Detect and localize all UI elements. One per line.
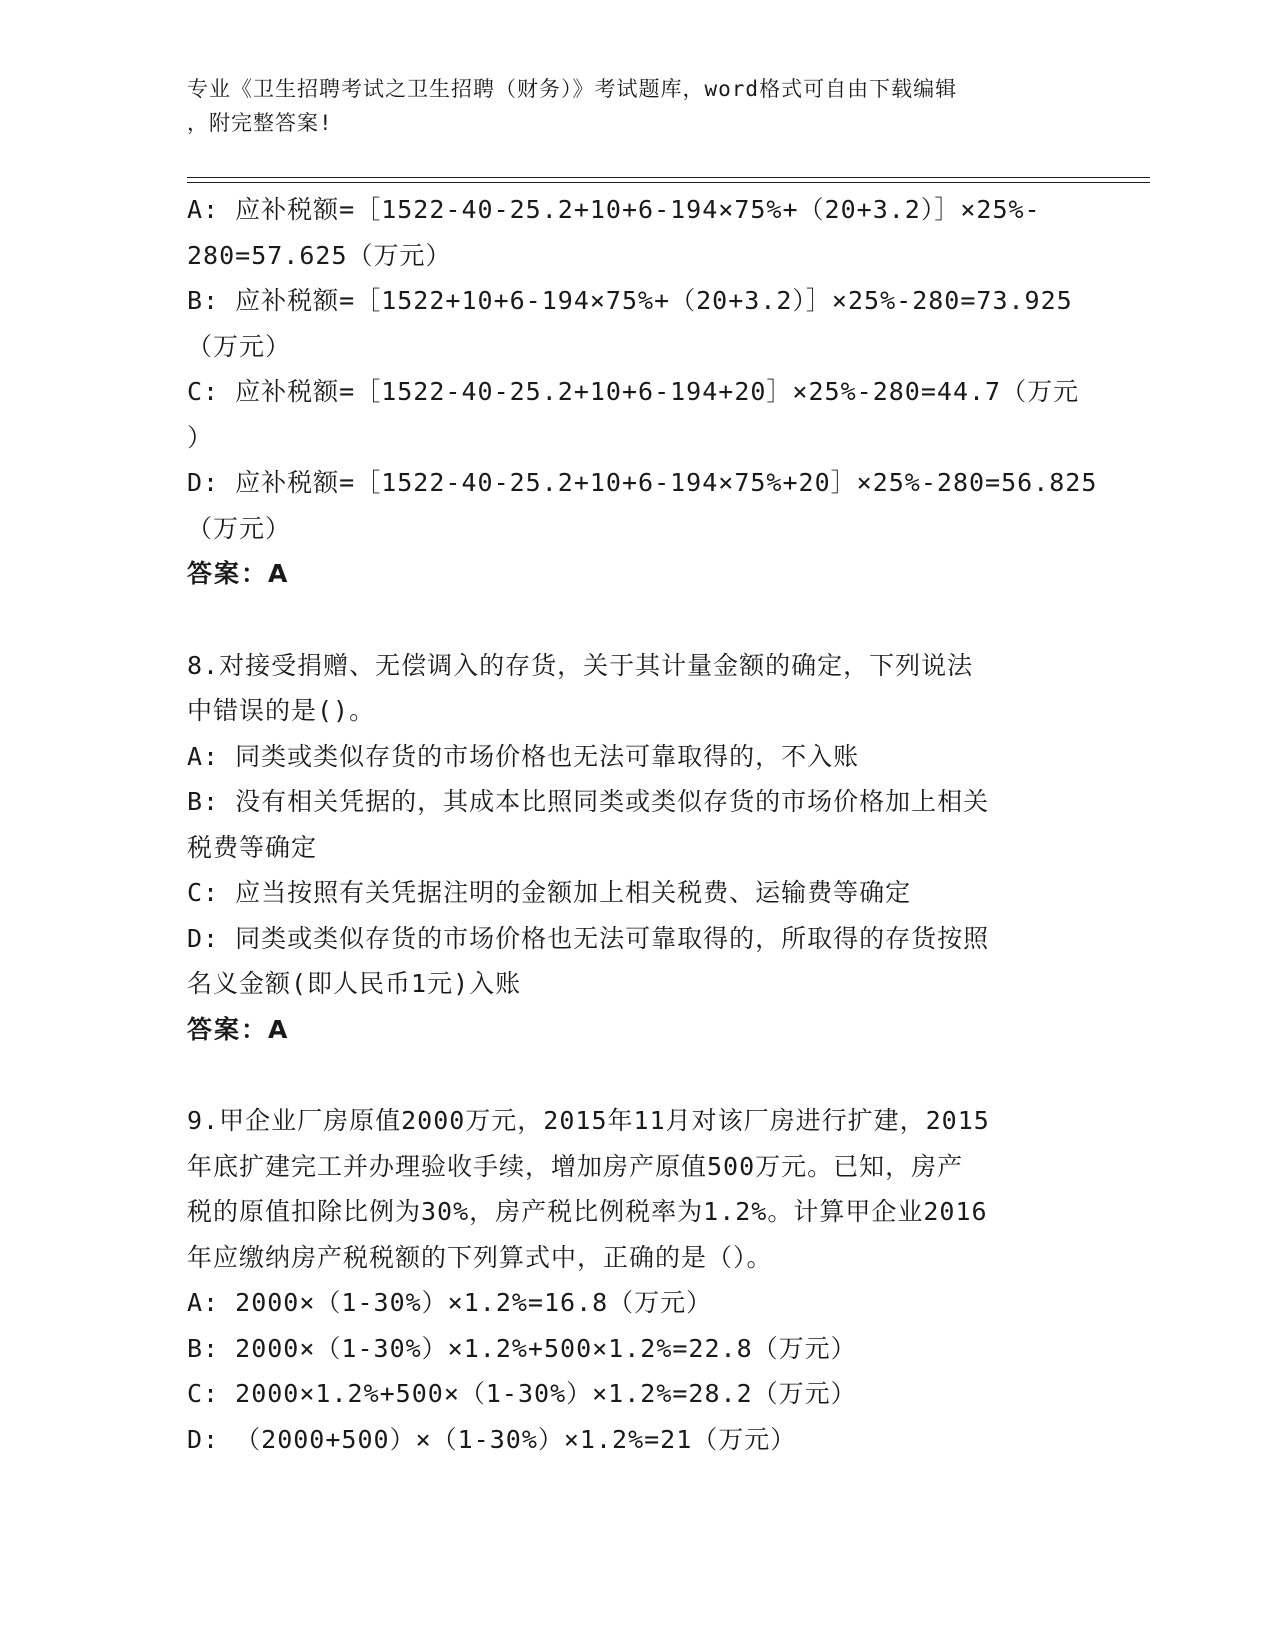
spacer (187, 597, 1087, 643)
q9-option-d: D: （2000+500）×（1-30%）×1.2%=21（万元） (187, 1424, 797, 1454)
q8-option-d-line-1: D: 同类或类似存货的市场价格也无法可靠取得的，所取得的存货按照 (187, 923, 990, 953)
q7-option-a-line-1: A: 应补税额=［1522-40-25.2+10+6-194×75%+（20+3.2）］×25%- (187, 195, 1041, 224)
q9-option-c: C: 2000×1.2%+500×（1-30%）×1.2%=28.2（万元） (187, 1379, 857, 1408)
q9-option-b: B: 2000×（1-30%）×1.2%+500×1.2%=22.8（万元） (187, 1333, 857, 1363)
q7-option-b-line-1: B: 应补税额=［1522+10+6-194×75%+（20+3.2）］×25%-280=73.925 (187, 286, 1073, 315)
q8-option-b-line-2: 税费等确定 (187, 832, 318, 862)
header-rule-bottom (187, 182, 1150, 183)
q9-option-a: A: 2000×（1-30%）×1.2%=16.8（万元） (187, 1288, 713, 1317)
q9-stem-line-1: 9.甲企业厂房原值2000万元，2015年11月对该厂房进行扩建，2015 (187, 1106, 990, 1135)
q7-option-c-line-1: C: 应补税额=［1522-40-25.2+10+6-194+20］×25%-280=44.7（万元 (187, 377, 1080, 406)
q7-answer: 答案：A (187, 559, 290, 588)
q9-stem-line-4: 年应缴纳房产税税额的下列算式中，正确的是（）。 (187, 1242, 773, 1272)
document-header (187, 72, 1067, 140)
question-9 (187, 1098, 1087, 1462)
q9-stem-line-3: 税的原值扣除比例为30%，房产税比例税率为1.2%。计算甲企业2016 (187, 1197, 988, 1226)
q8-answer: 答案：A (187, 1014, 290, 1044)
header-rule-top (187, 177, 1150, 178)
q8-option-b-line-1: B: 没有相关凭据的，其成本比照同类或类似存货的市场价格加上相关 (187, 787, 990, 816)
header-line-1: 专业《卫生招聘考试之卫生招聘（财务）》考试题库，word格式可自由下载编辑 (187, 77, 958, 101)
q8-option-a: A: 同类或类似存货的市场价格也无法可靠取得的，不入账 (187, 741, 860, 771)
document-body (187, 187, 1098, 1462)
q7-option-d-line-2: （万元） (187, 513, 292, 543)
spacer (187, 1052, 1087, 1098)
q7-option-c-line-2: ） (187, 422, 214, 452)
q8-option-c: C: 应当按照有关凭据注明的金额加上相关税费、运输费等确定 (187, 878, 912, 907)
q8-stem-line-1: 8.对接受捐赠、无偿调入的存货，关于其计量金额的确定，下列说法 (187, 650, 974, 680)
q7-option-b-line-2: （万元） (187, 331, 292, 361)
q8-option-d-line-2: 名义金额(即人民币1元)入账 (187, 969, 522, 998)
q8-stem-line-2: 中错误的是()。 (187, 696, 376, 725)
question-7-options (187, 187, 1098, 597)
header-line-2: ，附完整答案! (187, 111, 333, 135)
q7-option-d-line-1: D: 应补税额=［1522-40-25.2+10+6-194×75%+20］×25%-280=56.825 (187, 468, 1098, 497)
q7-option-a-line-2: 280=57.625（万元） (187, 240, 452, 270)
question-8 (187, 643, 1087, 1053)
q9-stem-line-2: 年底扩建完工并办理验收手续，增加房产原值500万元。已知，房产 (187, 1151, 964, 1181)
